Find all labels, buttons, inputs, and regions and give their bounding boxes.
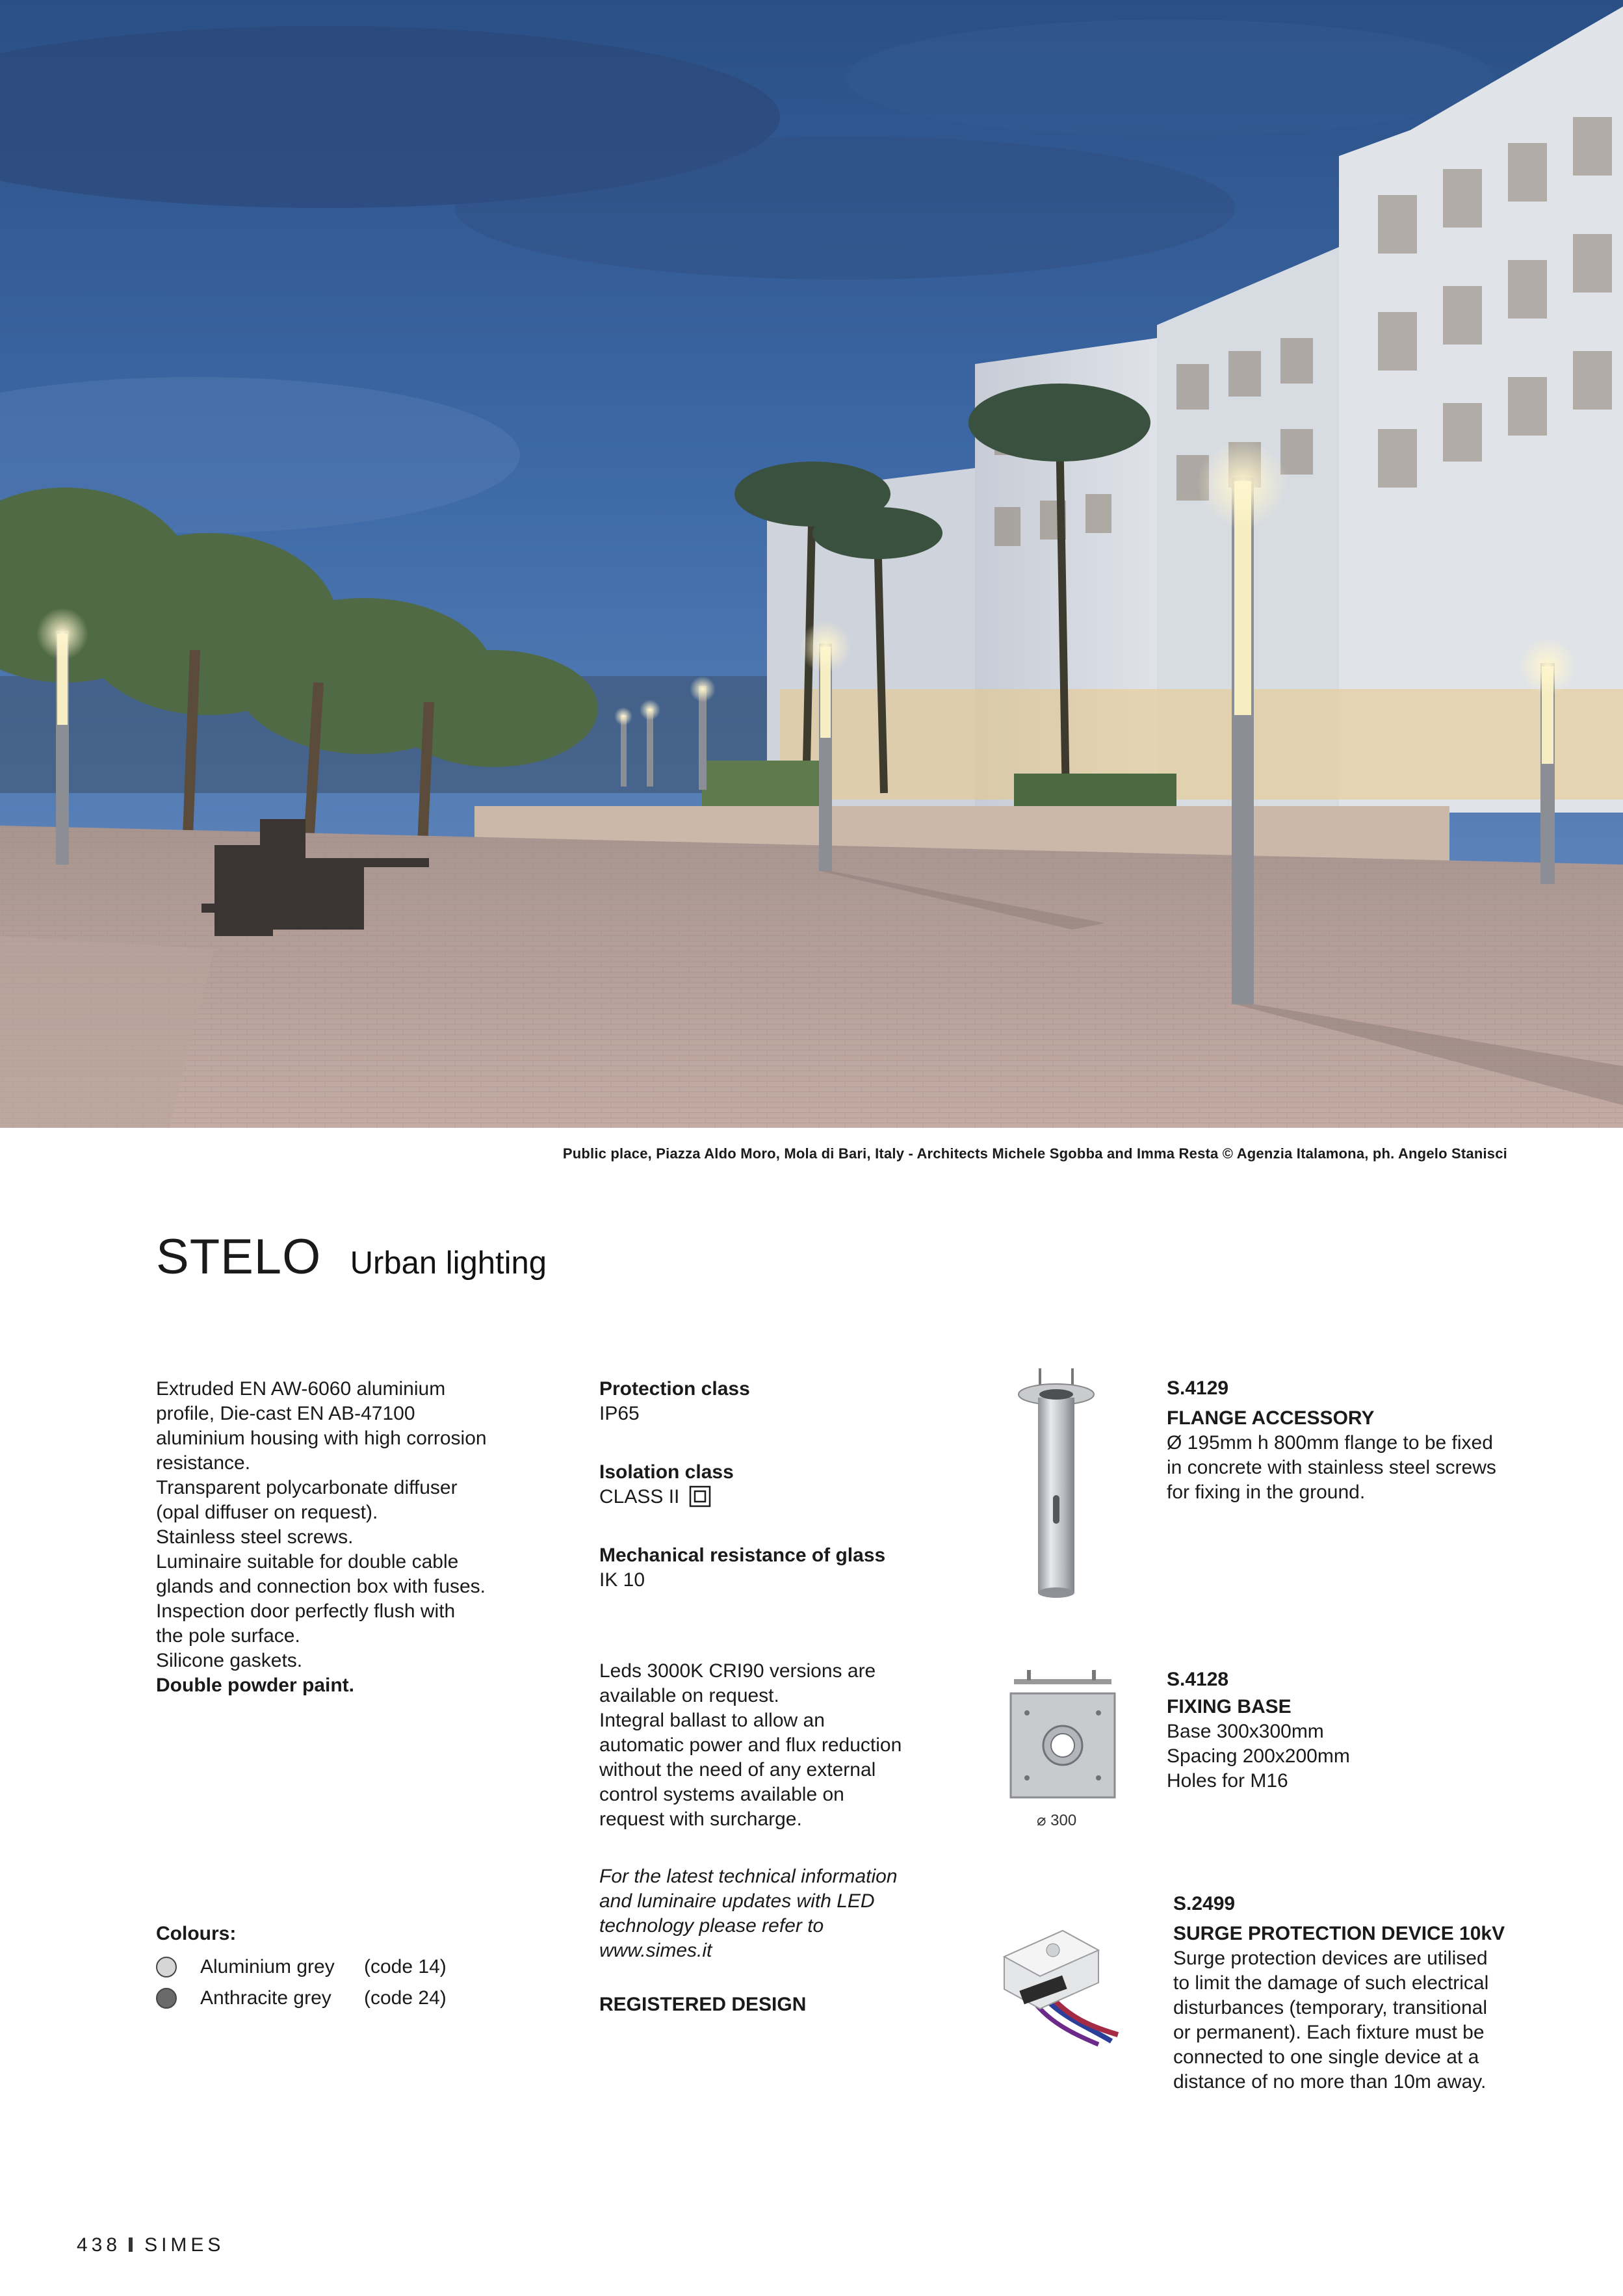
mechanical-resistance-label: Mechanical resistance of glass	[599, 1545, 886, 1566]
accessory-line: disturbances (temporary, transitional	[1173, 1997, 1487, 2018]
colour-option	[156, 1951, 447, 1983]
description-line: resistance.	[156, 1452, 251, 1474]
page-footer	[77, 2234, 224, 2256]
accessory-line: in concrete with stainless steel screws	[1167, 1457, 1496, 1478]
mechanical-resistance-value: IK 10	[599, 1569, 645, 1591]
colour-name: Anthracite grey	[200, 1987, 331, 2009]
colour-code: (code 14)	[364, 1956, 447, 1977]
photo-caption: Public place, Piazza Aldo Moro, Mola di Bari, Italy - Architects Michele Sgobba and Imma Resta © Agenzia Italamona, ph. Angelo Stanisci	[562, 1145, 1507, 1162]
description-line: Luminaire suitable for double cable	[156, 1551, 459, 1572]
update-note-line: technology please refer to	[599, 1915, 824, 1937]
product-title	[156, 1229, 547, 1285]
accessory-line: Base 300x300mm	[1167, 1721, 1324, 1742]
registered-design: REGISTERED DESIGN	[599, 1994, 807, 2015]
accessory-line: Spacing 200x200mm	[1167, 1745, 1350, 1767]
accessory-line: Surge protection devices are utilised	[1173, 1948, 1488, 1969]
isolation-class-value: CLASS II	[599, 1486, 680, 1507]
class-ii-double-square-icon	[689, 1485, 711, 1507]
colour-option	[156, 1983, 447, 2014]
leds-note-line: available on request.	[599, 1685, 779, 1706]
accessory-line: for fixing in the ground.	[1167, 1481, 1366, 1503]
page-number: 438	[77, 2234, 122, 2256]
aluminium-grey-swatch	[156, 1957, 177, 1977]
update-note-line: For the latest technical information	[599, 1866, 898, 1887]
accessory-line: Ø 195mm h 800mm flange to be fixed	[1167, 1432, 1493, 1454]
base-dimension-label: ⌀ 300	[1037, 1812, 1077, 1829]
description-line: aluminium housing with high corrosion	[156, 1428, 487, 1449]
accessory-line: to limit the damage of such electrical	[1173, 1972, 1489, 1994]
isolation-class-row	[599, 1485, 963, 1509]
piazza-night-scene	[0, 0, 1623, 1128]
leds-note-line: control systems available on	[599, 1784, 844, 1805]
description-highlight: Double powder paint.	[156, 1675, 354, 1696]
surge-protection-device-image	[1001, 1918, 1124, 2048]
website-link[interactable]: www.simes.it	[599, 1940, 712, 1961]
flange-accessory-image	[1014, 1365, 1098, 1612]
accessory-code: S.2499	[1173, 1893, 1236, 1914]
leds-note-line: Integral ballast to allow an	[599, 1710, 825, 1731]
leds-note-line: Leds 3000K CRI90 versions are	[599, 1660, 876, 1682]
description-line: Extruded EN AW-6060 aluminium	[156, 1378, 446, 1400]
colours-label: Colours:	[156, 1923, 237, 1944]
update-note-line: and luminaire updates with LED	[599, 1890, 875, 1912]
footer-separator	[129, 2237, 133, 2252]
description-line: Silicone gaskets.	[156, 1650, 303, 1671]
leds-note-line: request with surcharge.	[599, 1808, 802, 1830]
technical-specs	[599, 1377, 963, 2017]
accessory-fixing-base	[1167, 1667, 1531, 1794]
description-line: Inspection door perfectly flush with	[156, 1600, 456, 1622]
hero-photo	[0, 0, 1623, 1128]
leds-note-line: without the need of any external	[599, 1759, 876, 1781]
colour-code: (code 24)	[364, 1987, 447, 2009]
colour-name: Aluminium grey	[200, 1956, 335, 1977]
description-line: Stainless steel screws.	[156, 1526, 354, 1548]
brand-name: SIMES	[144, 2234, 225, 2256]
leds-note-line: automatic power and flux reduction	[599, 1734, 902, 1756]
description-line: the pole surface.	[156, 1625, 300, 1647]
accessory-flange	[1167, 1376, 1531, 1505]
accessory-code: S.4128	[1167, 1669, 1229, 1690]
accessory-line: connected to one single device at a	[1173, 2046, 1479, 2068]
accessory-line: or permanent). Each fixture must be	[1173, 2022, 1485, 2043]
accessory-name: SURGE PROTECTION DEVICE 10kV	[1173, 1923, 1505, 1944]
description-line: profile, Die-cast EN AB-47100	[156, 1403, 415, 1424]
protection-class-value: IP65	[599, 1403, 640, 1424]
anthracite-grey-swatch	[156, 1988, 177, 2009]
accessory-line: Holes for M16	[1167, 1770, 1288, 1792]
description-line: (opal diffuser on request).	[156, 1502, 378, 1523]
product-category: Urban lighting	[350, 1246, 547, 1281]
accessory-line: distance of no more than 10m away.	[1173, 2071, 1487, 2093]
accessory-name: FIXING BASE	[1167, 1696, 1292, 1717]
product-name: STELO	[156, 1229, 322, 1285]
description-line: glands and connection box with fuses.	[156, 1576, 486, 1597]
protection-class-label: Protection class	[599, 1378, 750, 1400]
fixing-base-image	[1007, 1667, 1118, 1804]
isolation-class-label: Isolation class	[599, 1461, 734, 1483]
colours-section	[156, 1922, 447, 2014]
description-line: Transparent polycarbonate diffuser	[156, 1477, 458, 1498]
accessory-code: S.4129	[1167, 1377, 1229, 1399]
accessory-surge-protection	[1173, 1892, 1537, 2094]
accessory-name: FLANGE ACCESSORY	[1167, 1407, 1375, 1429]
product-description	[156, 1377, 533, 1698]
